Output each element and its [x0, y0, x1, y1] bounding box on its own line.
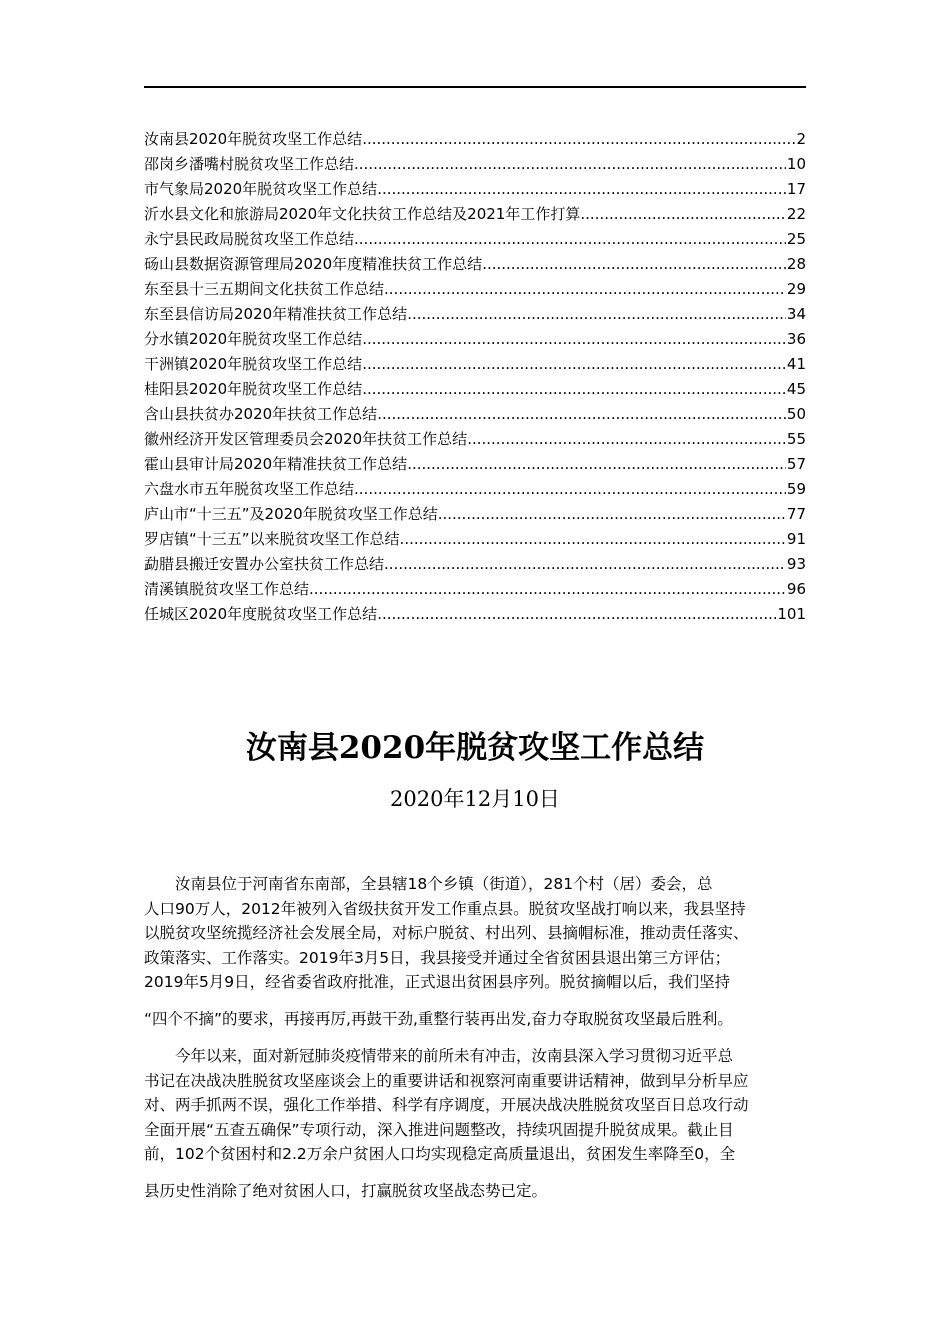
toc-entry[interactable]: [144, 402, 806, 427]
toc-entry-page: 45: [786, 380, 806, 398]
toc-entry-page: 25: [786, 230, 806, 248]
toc-entry-page: 91: [786, 530, 806, 548]
toc-leader: [467, 427, 786, 452]
toc-leader: [362, 327, 786, 352]
paragraph-line: 人口90万人，2012年被列入省级扶贫开发工作重点县。脱贫攻坚战打响以来，我县坚持: [144, 899, 746, 918]
toc-leader: [407, 452, 786, 477]
toc-entry[interactable]: [144, 152, 806, 177]
toc-entry-page: 41: [786, 355, 806, 373]
paragraph-line: 全面开展“五查五确保”专项行动，深入推进问题整改，持续巩固提升脱贫成果。截止目: [144, 1120, 734, 1139]
toc-leader: [362, 377, 786, 402]
paragraph-line: 今年以来，面对新冠肺炎疫情带来的前所未有冲击，汝南县深入学习贯彻习近平总: [144, 1047, 734, 1065]
toc-leader: [377, 402, 786, 427]
article-date: 2020年12月10日: [390, 787, 560, 811]
toc-entry[interactable]: [144, 177, 806, 202]
toc-leader: [384, 277, 786, 302]
toc-leader: [354, 152, 786, 177]
toc-entry-title: 罗店镇“十三五”以来脱贫攻坚工作总结: [144, 530, 400, 548]
toc-entry-title: 含山县扶贫办2020年扶贫工作总结: [144, 405, 378, 423]
toc-entry-page: 22: [786, 205, 806, 223]
toc-leader: [377, 177, 786, 202]
toc-entry-title: 邵岗乡潘嘴村脱贫攻坚工作总结: [144, 155, 355, 173]
toc-entry-page: 101: [777, 605, 806, 623]
paragraph-line: 前，102个贫困村和2.2万余户贫困人口均实现稳定高质量退出，贫困发生率降至0，全: [144, 1145, 736, 1163]
toc-leader: [400, 527, 786, 552]
body-paragraph: [144, 872, 806, 1031]
toc-leader: [377, 602, 776, 627]
toc-entry[interactable]: [144, 377, 806, 402]
toc-entry[interactable]: [144, 552, 806, 577]
toc-leader: [384, 552, 786, 577]
toc-entry-page: 57: [786, 455, 806, 473]
toc-entry[interactable]: [144, 502, 806, 527]
toc-entry-title: 徽州经济开发区管理委员会2020年扶贫工作总结: [144, 430, 468, 448]
toc-entry[interactable]: [144, 577, 806, 602]
toc-entry[interactable]: [144, 202, 806, 227]
paragraph-line: 2019年5月9日，经省委省政府批准，正式退出贫困县序列。脱贫摘帽以后，我们坚持: [144, 973, 731, 991]
toc-entry-title: 庐山市“十三五”及2020年脱贫攻坚工作总结: [144, 505, 438, 523]
toc-leader: [362, 352, 786, 377]
paragraph-line: “四个不摘”的要求，再接再厉,再鼓干劲,重整行装再出发,奋力夺取脱贫攻坚最后胜利。: [144, 1009, 733, 1028]
toc-entry-page: 36: [786, 330, 806, 348]
toc-entry-title: 干洲镇2020年脱贫攻坚工作总结: [144, 355, 363, 373]
paragraph-line: 以脱贫攻坚统揽经济社会发展全局，对标户脱贫、村出列、县摘帽标准，推动责任落实、: [144, 924, 749, 942]
toc-entry-title: 霍山县审计局2020年精准扶贫工作总结: [144, 455, 408, 473]
toc-entry-title: 任城区2020年度脱贫攻坚工作总结: [144, 605, 378, 623]
toc-leader: [309, 577, 786, 602]
paragraph-line: 县历史性消除了绝对贫困人口，打赢脱贫攻坚战态势已定。: [144, 1181, 548, 1200]
toc-entry[interactable]: [144, 352, 806, 377]
toc-entry-title: 桂阳县2020年脱贫攻坚工作总结: [144, 380, 363, 398]
toc-entry-title: 六盘水市五年脱贫攻坚工作总结: [144, 480, 355, 498]
toc-entry-page: 2: [796, 130, 806, 148]
toc-leader: [407, 302, 786, 327]
toc-entry-title: 分水镇2020年脱贫攻坚工作总结: [144, 330, 363, 348]
toc-entry[interactable]: [144, 252, 806, 277]
toc-entry-page: 28: [786, 255, 806, 273]
toc-entry-page: 59: [786, 480, 806, 498]
toc-entry-page: 55: [786, 430, 806, 448]
toc-entry-page: 77: [786, 505, 806, 523]
toc-entry[interactable]: [144, 277, 806, 302]
toc-leader: [438, 502, 786, 527]
toc-entry[interactable]: [144, 452, 806, 477]
paragraph-line: 汝南县位于河南省东南部，全县辖18个乡镇（街道），281个村（居）委会，总: [144, 875, 713, 893]
header-rule: [144, 86, 806, 88]
paragraph-line: 书记在决战决胜脱贫攻坚座谈会上的重要讲话和视察河南重要讲话精神，做到早分析早应: [144, 1071, 749, 1090]
toc-entry-page: 50: [786, 405, 806, 423]
toc-entry-title: 清溪镇脱贫攻坚工作总结: [144, 580, 310, 598]
toc-entry[interactable]: [144, 602, 806, 627]
toc-entry-title: 东至县信访局2020年精准扶贫工作总结: [144, 305, 408, 323]
paragraph-line: 政策落实、工作落实。2019年3月5日，我县接受并通过全省贫困县退出第三方评估；: [144, 948, 731, 967]
toc-entry[interactable]: [144, 127, 806, 152]
toc-entry-title: 沂水县文化和旅游局2020年文化扶贫工作总结及2021年工作打算: [144, 205, 581, 223]
toc-leader: [362, 127, 795, 152]
toc-entry-title: 东至县十三五期间文化扶贫工作总结: [144, 280, 385, 298]
toc-entry-page: 93: [786, 555, 806, 573]
toc-entry-title: 汝南县2020年脱贫攻坚工作总结: [144, 130, 363, 148]
toc-entry-title: 市气象局2020年脱贫攻坚工作总结: [144, 180, 378, 198]
toc-entry[interactable]: [144, 327, 806, 352]
paragraph-line: 对、两手抓两不误，强化工作举措、科学有序调度，开展决战决胜脱贫攻坚百日总攻行动: [144, 1096, 749, 1114]
toc-entry-title: 勐腊县搬迁安置办公室扶贫工作总结: [144, 555, 385, 573]
toc-entry-page: 10: [786, 155, 806, 173]
toc-leader: [354, 477, 786, 502]
body-paragraph: [144, 1044, 806, 1203]
toc-entry-page: 17: [786, 180, 806, 198]
toc-entry[interactable]: [144, 477, 806, 502]
toc-leader: [354, 227, 786, 252]
toc-entry-page: 29: [786, 280, 806, 298]
toc-entry[interactable]: [144, 302, 806, 327]
toc-entry-page: 34: [786, 305, 806, 323]
article-title: 汝南县2020年脱贫攻坚工作总结: [245, 730, 705, 766]
toc-entry[interactable]: [144, 427, 806, 452]
toc-leader: [482, 252, 786, 277]
toc-entry-title: 砀山县数据资源管理局2020年度精准扶贫工作总结: [144, 255, 483, 273]
toc-entry[interactable]: [144, 227, 806, 252]
toc-entry-page: 96: [786, 580, 806, 598]
table-of-contents: [144, 127, 806, 627]
toc-entry-title: 永宁县民政局脱贫攻坚工作总结: [144, 230, 355, 248]
toc-entry[interactable]: [144, 527, 806, 552]
toc-leader: [580, 202, 786, 227]
